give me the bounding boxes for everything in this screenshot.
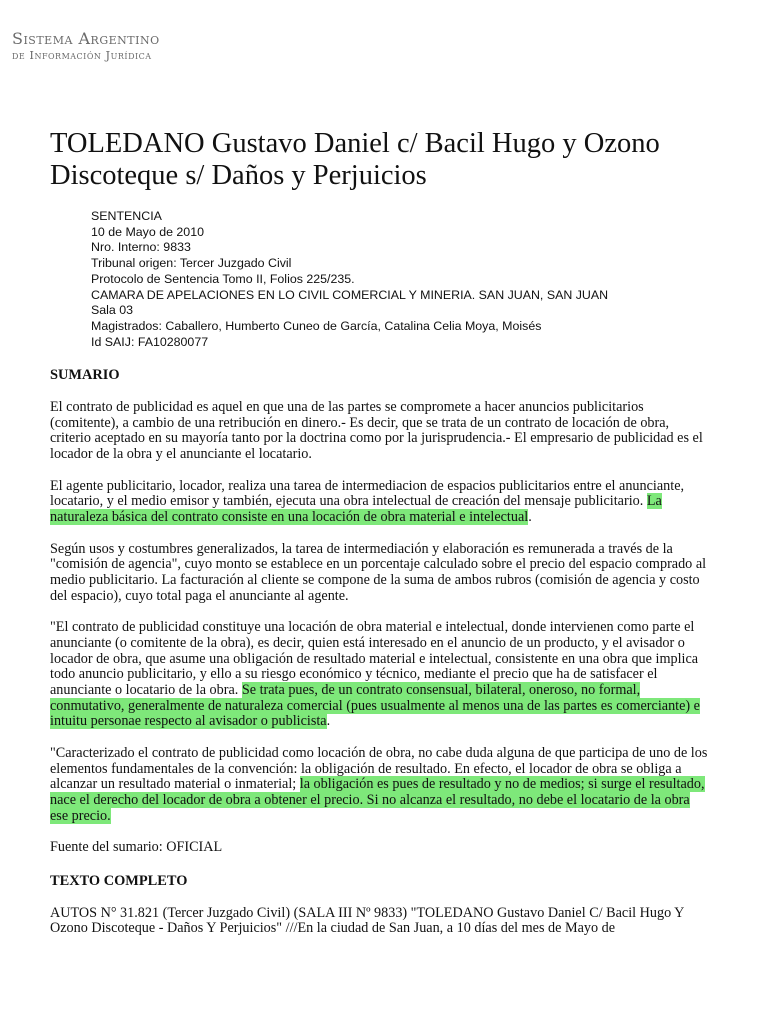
sumario-heading: SUMARIO <box>50 367 120 383</box>
meta-judges: Magistrados: Caballero, Humberto Cuneo de García, Catalina Celia Moya, Moisés <box>91 318 542 333</box>
meta-date: 10 de Mayo de 2010 <box>91 224 204 239</box>
sumario-paragraph-3: Según usos y costumbres generalizados, la tarea de intermediación y elaboración es remunerada a través de la "comisión de agencia", cuyo monto se establece en un porcentaje calculado sobre el precio del espacio comprado al medio publicitario. La facturación al cliente se compone de la suma de ambos rubros (comisión de agencia y costo del espacio), cuyo total paga el anunciante al agente. <box>50 540 707 604</box>
sumario-paragraph-1: El contrato de publicidad es aquel en que una de las partes se compromete a hacer anuncios publicitarios (comitente), a cambio de una retribución en dinero.- Es decir, que se trata de un contrato de locación de obra, criterio aceptado en su mayoría tanto por la doctrina como por la jurisprudencia.- El empresario de publicidad es el locador de la obra y el anunciante el locatario. <box>50 399 703 463</box>
sumario-paragraph-5 <box>50 746 710 825</box>
meta-chamber: Sala 03 <box>91 303 134 318</box>
paragraph-text: "Caracterizado el contrato de publicidad como locación de obra, no cabe duda alguna de que participa de uno de los elementos fundamentales de la convención: la obligación de resultado. En efecto, el locador de obra se obliga a alcanzar un resultado material o inmaterial; <box>50 744 708 793</box>
texto-completo-heading: TEXTO COMPLETO <box>50 872 188 889</box>
meta-type: SENTENCIA <box>91 209 162 223</box>
texto-completo-paragraph-1: AUTOS N° 31.821 (Tercer Juzgado Civil) (SALA III Nº 9833) "TOLEDANO Gustavo Daniel C/ Bacil Hugo Y Ozono Discoteque - Daños Y Perjuicios" ///En la ciudad de San Juan, a 10 días del mes de Mayo de <box>50 904 684 937</box>
document-title: TOLEDANO Gustavo Daniel c/ Bacil Hugo y Ozono Discoteque s/ Daños y Perjuicios <box>50 128 660 191</box>
sumario-paragraph-4 <box>50 620 710 730</box>
ruling-metadata <box>91 209 751 350</box>
logo-line-2: de Información Jurídica <box>12 48 152 62</box>
highlighted-text: La naturaleza básica del contrato consiste en una locación de obra material e intelectual <box>50 493 662 526</box>
highlighted-text: la obligación es pues de resultado y no de medios; si surge el resultado, nace el derecho del locador de obra a obtener el precio. Si no alcanza el resultado, no debe el locatario de la obra ese precio. <box>50 776 705 824</box>
sumario-paragraph-2 <box>50 479 710 526</box>
paragraph-text: El agente publicitario, locador, realiza una tarea de intermediacion de espacios publicitarios entre el anunciante, locatario, y el medio emisor y también, ejecuta una obra intelectual de creación del mensaje publicitario. <box>50 477 685 510</box>
paragraph-text: "El contrato de publicidad constituye una locación de obra material e intelectual, donde intervienen como parte el anunciante (o comitente de la obra), es decir, quien está interesado en el anuncio de un producto, y el avisador o locador de obra, que asume una obligación de resultado material e intelectual, consistente en una obra que implica todo anuncio publicitario, y ello a su riesgo económico y técnico, mediante el precio que ha de satisfacer el anunciante o locatario de la obra. <box>50 619 699 698</box>
highlighted-text: Se trata pues, de un contrato consensual, bilateral, oneroso, no formal, conmutativo, generalmente de naturaleza comercial (pues usualmente al menos una de las partes es comerciante) e intuitu personae respecto al avisador o publicista <box>50 681 700 730</box>
saij-logo <box>12 30 160 62</box>
document-body <box>50 366 710 953</box>
paragraph-end: . <box>326 713 331 730</box>
sumario-source: Fuente del sumario: OFICIAL <box>50 839 223 856</box>
logo-line-1: Sistema Argentino <box>12 29 160 48</box>
meta-tribunal: Tribunal origen: Tercer Juzgado Civil <box>91 256 292 271</box>
paragraph-end: . <box>528 509 532 526</box>
meta-saij-id: Id SAIJ: FA10280077 <box>91 334 209 349</box>
meta-court: CAMARA DE APELACIONES EN LO CIVIL COMERCIAL Y MINERIA. SAN JUAN, SAN JUAN <box>91 287 609 302</box>
meta-internal-number: Nro. Interno: 9833 <box>91 240 191 255</box>
meta-protocol: Protocolo de Sentencia Tomo II, Folios 225/235. <box>91 271 355 286</box>
